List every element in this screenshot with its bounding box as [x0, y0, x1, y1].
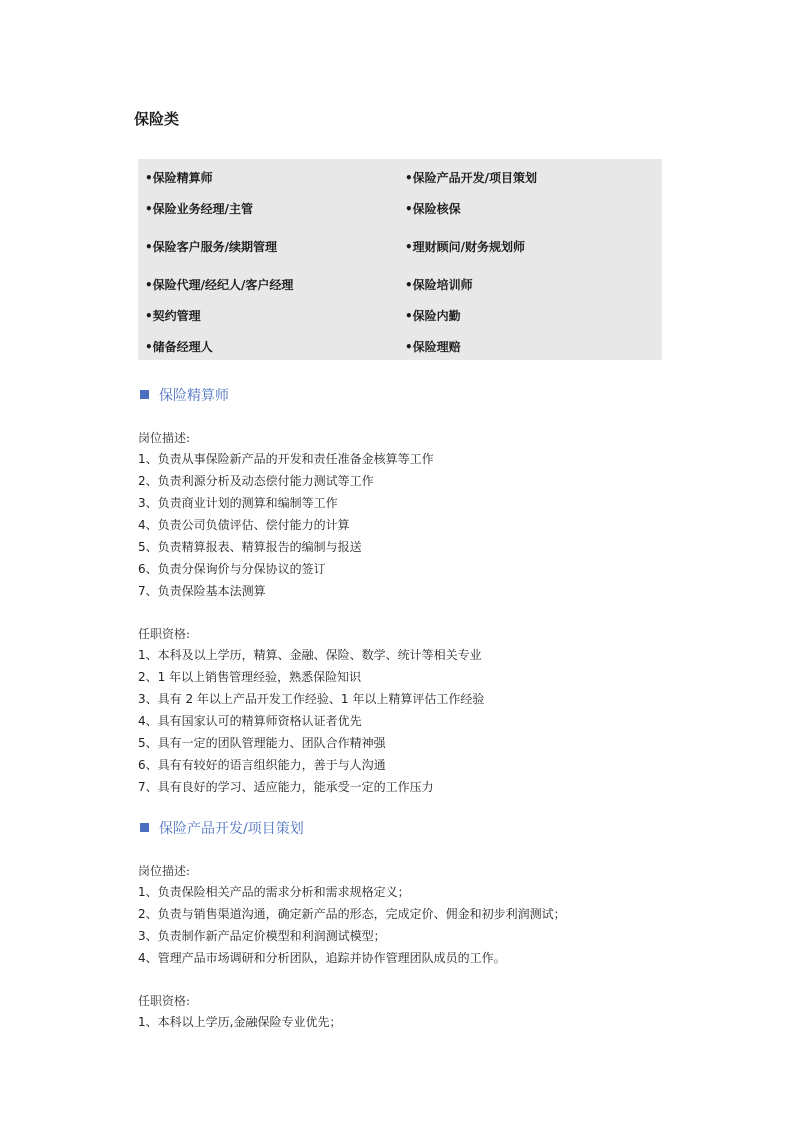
description-line: 4、负责公司负债评估、偿付能力的计算 — [138, 518, 350, 532]
requirement-line: 1、本科及以上学历，精算、金融、保险、数学、统计等相关专业 — [138, 648, 482, 662]
category-item: •契约管理 — [145, 309, 201, 323]
category-item: •保险业务经理/主管 — [145, 202, 254, 216]
requirement-line: 6、具有有较好的语言组织能力，善于与人沟通 — [138, 758, 386, 772]
section-heading — [140, 818, 304, 838]
requirements-label: 任职资格: — [138, 994, 191, 1008]
requirement-line: 4、具有国家认可的精算师资格认证者优先 — [138, 714, 362, 728]
page-title: 保险类 — [134, 110, 180, 128]
job-description-label: 岗位描述: — [138, 864, 191, 878]
job-description-label: 岗位描述: — [138, 431, 191, 445]
square-bullet-icon — [140, 823, 149, 832]
description-line: 6、负责分保询价与分保协议的签订 — [138, 562, 326, 576]
description-line: 2、负责与销售渠道沟通，确定新产品的形态，完成定价、佣金和初步利润测试； — [138, 907, 566, 921]
square-bullet-icon — [140, 390, 149, 399]
description-line: 1、负责从事保险新产品的开发和责任准备金核算等工作 — [138, 452, 434, 466]
requirement-line: 7、具有良好的学习、适应能力，能承受一定的工作压力 — [138, 780, 434, 794]
category-item: •保险培训师 — [405, 278, 473, 292]
description-line: 7、负责保险基本法测算 — [138, 584, 266, 598]
category-list-box — [138, 159, 662, 360]
category-item: •保险客户服务/续期管理 — [145, 240, 278, 254]
category-item: •保险代理/经纪人/客户经理 — [145, 278, 294, 292]
description-line: 1、负责保险相关产品的需求分析和需求规格定义； — [138, 885, 410, 899]
requirements-label: 任职资格: — [138, 627, 191, 641]
requirement-line: 3、具有 2 年以上产品开发工作经验、1 年以上精算评估工作经验 — [138, 692, 485, 706]
section-heading — [140, 385, 229, 405]
description-line: 5、负责精算报表、精算报告的编制与报送 — [138, 540, 362, 554]
requirement-line: 1、本科以上学历,金融保险专业优先； — [138, 1015, 342, 1029]
section-heading-text: 保险精算师 — [159, 388, 229, 404]
category-item: •保险精算师 — [145, 171, 213, 185]
category-item: •保险核保 — [405, 202, 461, 216]
description-line: 3、负责商业计划的测算和编制等工作 — [138, 496, 338, 510]
section-heading-text: 保险产品开发/项目策划 — [159, 821, 304, 837]
description-line: 2、负责利源分析及动态偿付能力测试等工作 — [138, 474, 374, 488]
category-item: •保险产品开发/项目策划 — [405, 171, 538, 185]
category-item: •理财顾问/财务规划师 — [405, 240, 526, 254]
category-item: •保险内勤 — [405, 309, 461, 323]
description-line: 3、负责制作新产品定价模型和利润测试模型； — [138, 929, 386, 943]
requirement-line: 2、1 年以上销售管理经验，熟悉保险知识 — [138, 670, 362, 684]
requirement-line: 5、具有一定的团队管理能力、团队合作精神强 — [138, 736, 386, 750]
description-line: 4、管理产品市场调研和分析团队，追踪并协作管理团队成员的工作。 — [138, 951, 506, 965]
category-item: •储备经理人 — [145, 340, 213, 354]
category-item: •保险理赔 — [405, 340, 461, 354]
